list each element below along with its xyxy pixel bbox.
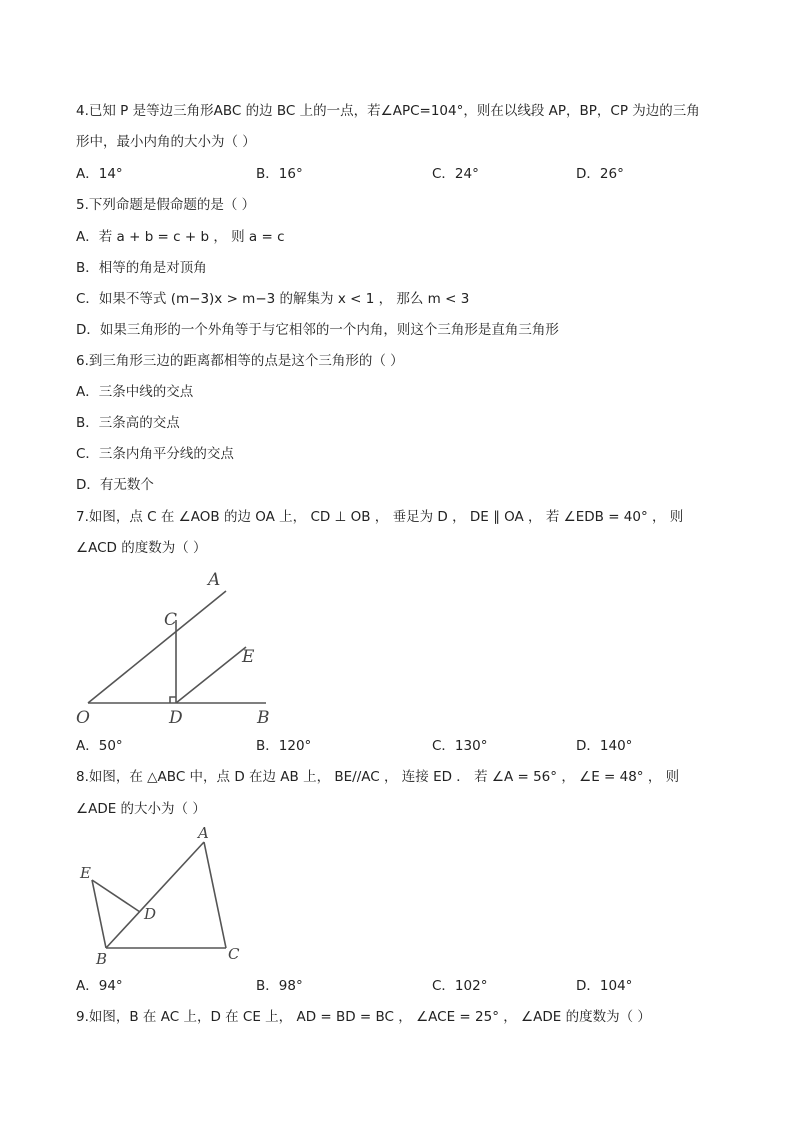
q8-segment-be: [92, 880, 106, 948]
q8-stem-line2: ∠ADE 的大小为（ ）: [76, 801, 206, 817]
q8-option-a: A．94°: [76, 978, 123, 994]
q4-option-a: A．14°: [76, 166, 123, 182]
q7-option-d: D．140°: [576, 738, 633, 754]
q5-option-d: D．如果三角形的一个外角等于与它相邻的一个内角，则这个三角形是直角三角形: [76, 322, 559, 338]
q8-option-d: D．104°: [576, 978, 633, 994]
q7-label-c: C: [164, 610, 178, 630]
q8-label-d: D: [144, 905, 157, 923]
q7-label-d: D: [169, 708, 183, 728]
q9-stem: 9.如图，B 在 AC 上，D 在 CE 上， AD = BD = BC ， ∠ACE = 25° ， ∠ADE 的度数为（ ）: [76, 1009, 651, 1025]
q8-figure: [70, 820, 260, 970]
q6-stem: 6.到三角形三边的距离都相等的点是这个三角形的（ ）: [76, 353, 404, 369]
q7-option-a: A．50°: [76, 738, 123, 754]
q7-option-b: B．120°: [256, 738, 312, 754]
q8-segment-ed: [92, 880, 140, 912]
q7-label-e: E: [242, 647, 255, 667]
q8-option-b: B．98°: [256, 978, 303, 994]
q5-stem: 5.下列命题是假命题的是（ ）: [76, 197, 256, 213]
q7-stem-line2: ∠ACD 的度数为（ ）: [76, 540, 207, 556]
q7-stem-line1: 7.如图，点 C 在 ∠AOB 的边 OA 上， CD ⊥ OB ， 垂足为 D ， DE ∥ OA ， 若 ∠EDB = 40° ， 则: [76, 509, 684, 525]
q7-ray-de: [176, 647, 246, 703]
q4-option-d: D．26°: [576, 166, 624, 182]
q8-stem-line1: 8.如图，在 △ABC 中，点 D 在边 AB 上， BE//AC ， 连接 ED ． 若 ∠A = 56° ， ∠E = 48° ， 则: [76, 769, 680, 785]
q8-label-a: A: [198, 824, 209, 842]
q6-option-d: D．有无数个: [76, 477, 154, 493]
q4-option-b: B．16°: [256, 166, 303, 182]
q4-option-c: C．24°: [432, 166, 479, 182]
q4-stem-line1: 4.已知 P 是等边三角形ABC 的边 BC 上的一点，若∠APC=104°，则在以线段 AP，BP，CP 为边的三角: [76, 103, 700, 119]
q8-label-c: C: [228, 945, 240, 963]
q6-option-c: C．三条内角平分线的交点: [76, 446, 234, 462]
q8-segment-ac: [204, 842, 226, 948]
q6-option-a: A．三条中线的交点: [76, 384, 194, 400]
q7-label-o: O: [76, 708, 90, 728]
q7-option-c: C．130°: [432, 738, 488, 754]
q5-option-c: C．如果不等式 (m−3)x > m−3 的解集为 x < 1 ， 那么 m < 3: [76, 291, 470, 307]
q7-figure: [70, 565, 290, 730]
q8-label-b: B: [96, 950, 108, 968]
q7-ray-oa: [88, 591, 226, 703]
q8-option-c: C．102°: [432, 978, 488, 994]
q5-option-b: B．相等的角是对顶角: [76, 260, 207, 276]
q7-label-a: A: [208, 570, 221, 590]
q8-label-e: E: [80, 864, 91, 882]
q5-option-a: A．若 a + b = c + b ， 则 a = c: [76, 229, 285, 245]
q7-right-angle-mark: [170, 697, 176, 703]
q4-stem-line2: 形中，最小内角的大小为（ ）: [76, 134, 256, 150]
q6-option-b: B．三条高的交点: [76, 415, 180, 431]
q7-label-b: B: [257, 708, 270, 728]
q8-segment-ab: [106, 842, 204, 948]
